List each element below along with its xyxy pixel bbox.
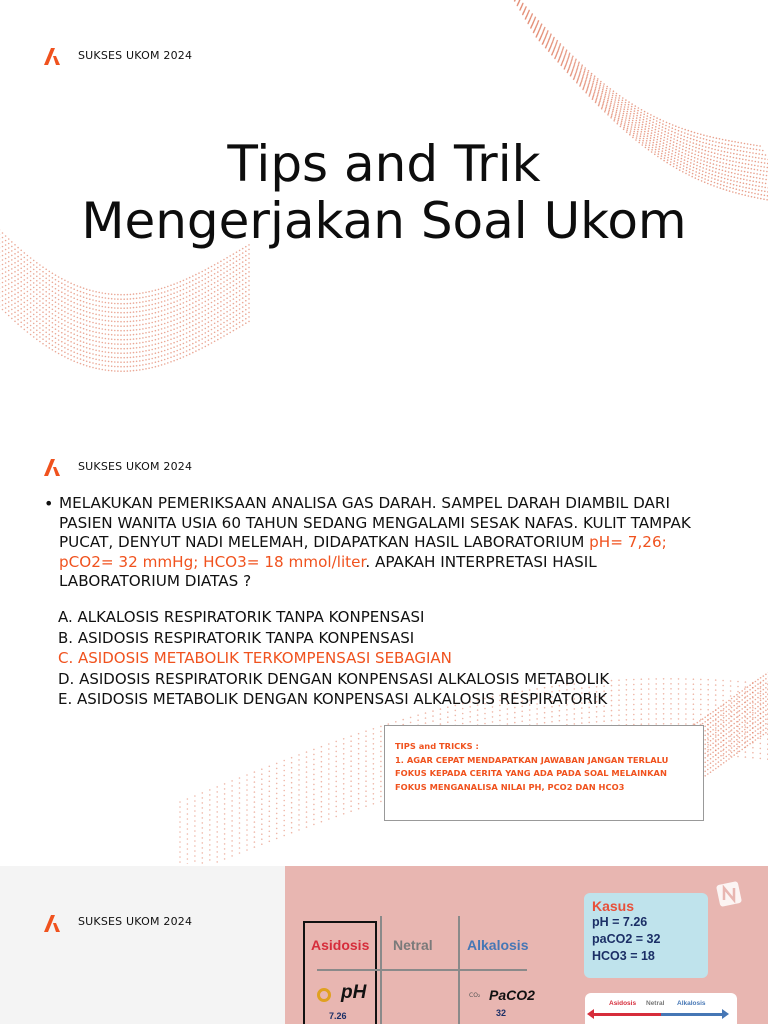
option-d: D. ASIDOSIS RESPIRATORIK DENGAN KONPENSASI ALKALOSIS METABOLIK [58,669,610,688]
ph-label: pH [341,982,367,1003]
brand-label: SUKSES UKOM 2024 [78,49,193,62]
brand-label: SUKSES UKOM 2024 [78,460,193,473]
option-c-correct: C. ASIDOSIS METABOLIK TERKOMPENSASI SEBAGIAN [58,649,452,668]
alkalosis-label: Alkalosis [467,937,529,953]
option-e: E. ASIDOSIS METABOLIK DENGAN KONPENSASI ALKALOSIS RESPIRATORIK [58,690,608,709]
co2-icon: CO₂ [469,992,481,999]
question-part-2: . APAKAH INTERPRETASI HASIL LABORATORIUM DIATAS ? [59,552,597,590]
kasus-title: Kasus [592,898,635,914]
kasus-card [584,893,708,978]
tips-body: 1. AGAR CEPAT MENDAPATKAN JAWABAN JANGAN TERLALU FOKUS KEPADA CERITA YANG ADA PADA SOAL MELAINKAN FOKUS MENGANALISA NILAI PH, PCO2 DAN HCO3 [395,754,669,792]
tips-box [384,725,704,821]
arrow-left-icon [593,1013,661,1016]
arrow-right-icon [661,1013,723,1016]
lab-values-highlight: pH= 7,26; pCO2= 32 mmHg; HCO3= 18 mmol/liter [59,533,667,571]
brand-logo-icon [42,46,62,66]
grid-divider [317,969,527,971]
paco2-label: PaCO2 [489,987,535,1003]
paco2-value: 32 [496,1008,507,1018]
slide-title [0,0,768,432]
asidosis-label: Asidosis [311,937,370,953]
scale-alkalosis-label: Alkalosis [677,1000,706,1007]
kasus-hco3: HCO3 = 18 [592,949,655,963]
slide-analysis [0,866,768,1024]
ph-meter-icon [317,988,331,1002]
option-a: A. ALKALOSIS RESPIRATORIK TANPA KONPENSASI [58,608,425,626]
ph-scale-card [585,993,737,1024]
question-text [59,494,699,592]
page-title [0,136,768,250]
brand-label: SUKSES UKOM 2024 [78,915,193,928]
tips-heading: TIPS and TRICKS : [395,741,479,751]
bullet-dot: • [44,494,54,513]
kasus-ph: pH = 7.26 [592,915,648,929]
option-b: B. ASIDOSIS RESPIRATORIK TANPA KONPENSASI [58,628,415,647]
title-line-2: Mengerjakan Soal Ukom [81,192,687,250]
scale-netral-label: Netral [646,1000,665,1007]
title-line-1: Tips and Trik [227,135,541,193]
kasus-paco2: paCO2 = 32 [592,932,661,946]
scale-asidosis-label: Asidosis [609,1000,637,1007]
answer-options [58,607,738,710]
brand-logo-icon [42,913,62,933]
question-part-1: MELAKUKAN PEMERIKSAAN ANALISA GAS DARAH. SAMPEL DARAH DIAMBIL DARI PASIEN WANITA USIA 60 TAHUN SEDANG MENGALAMI SESAK NAFAS. KULIT TAMPAK PUCAT, DENYUT NADI MELEMAH, DIDAPATKAN HASIL LABORATORIUM [59,494,691,551]
analysis-panel [285,866,768,1024]
publisher-logo-icon [715,880,743,908]
netral-label: Netral [393,937,433,953]
brand-logo-icon [42,457,62,477]
ph-value: 7.26 [329,1011,347,1021]
